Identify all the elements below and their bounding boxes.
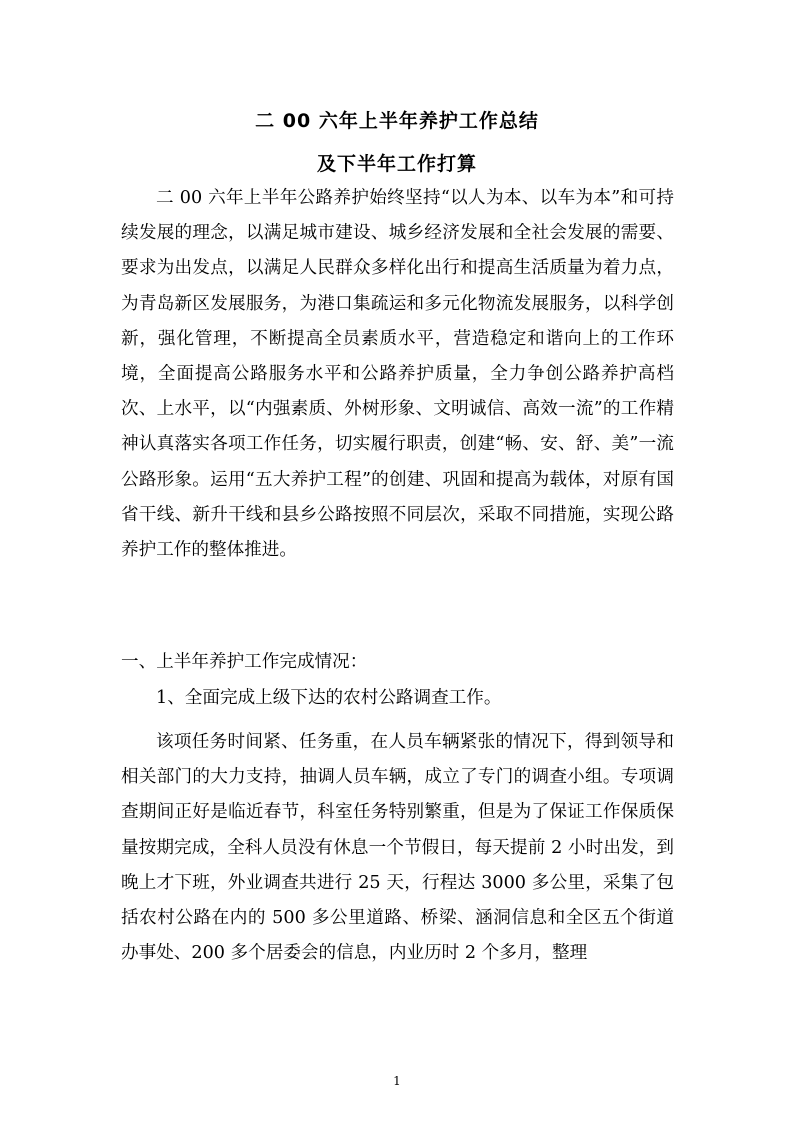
section-heading: 一、上半年养护工作完成情况： [121,652,368,672]
document-title-line-2: 及下半年工作打算 [316,153,477,175]
item-heading: 1、全面完成上级下达的农村公路调查工作。 [156,688,502,708]
item-paragraph: 该项任务时间紧、任务重，在人员车辆紧张的情况下，得到领导和相关部门的大力支持，抽调人员车辆，成立了专门的调查小组。专项调查期间正好是临近春节，科室任务特别繁重，但是为了保证工作保质保量按期完成，全科人员没有休息一个节假日，每天提前 2 小时出发，到晚上才下班，外业调查共进行 25 天，行程达 3000 多公里，采集了包括农村公路在内的 500 多公里道路、桥梁、涵洞信息和全区五个街道办事处、200 多个居委会的信息，内业历时 2 个多月，整理 [121,732,674,964]
page-number: 1 [393,1074,401,1088]
intro-paragraph: 二 00 六年上半年公路养护始终坚持“以人为本、以车为本”和可持续发展的理念，以满足城市建设、城乡经济发展和全社会发展的需要、要求为出发点，以满足人民群众多样化出行和提高生活质量为着力点，为青岛新区发展服务，为港口集疏运和多元化物流发展服务，以科学创新，强化管理，不断提高全员素质水平，营造稳定和谐向上的工作环境，全面提高公路服务水平和公路养护质量，全力争创公路养护高档次、上水平，以“内强素质、外树形象、文明诚信、高效一流”的工作精神认真落实各项工作任务，切实履行职责，创建“畅、安、舒、美”一流公路形象。运用“五大养护工程”的创建、巩固和提高为载体，对原有国省干线、新升干线和县乡公路按照不同层次，采取不同措施，实现公路养护工作的整体推进。 [121,188,674,561]
document-title-line-1: 二 00 六年上半年养护工作总结 [255,110,539,132]
